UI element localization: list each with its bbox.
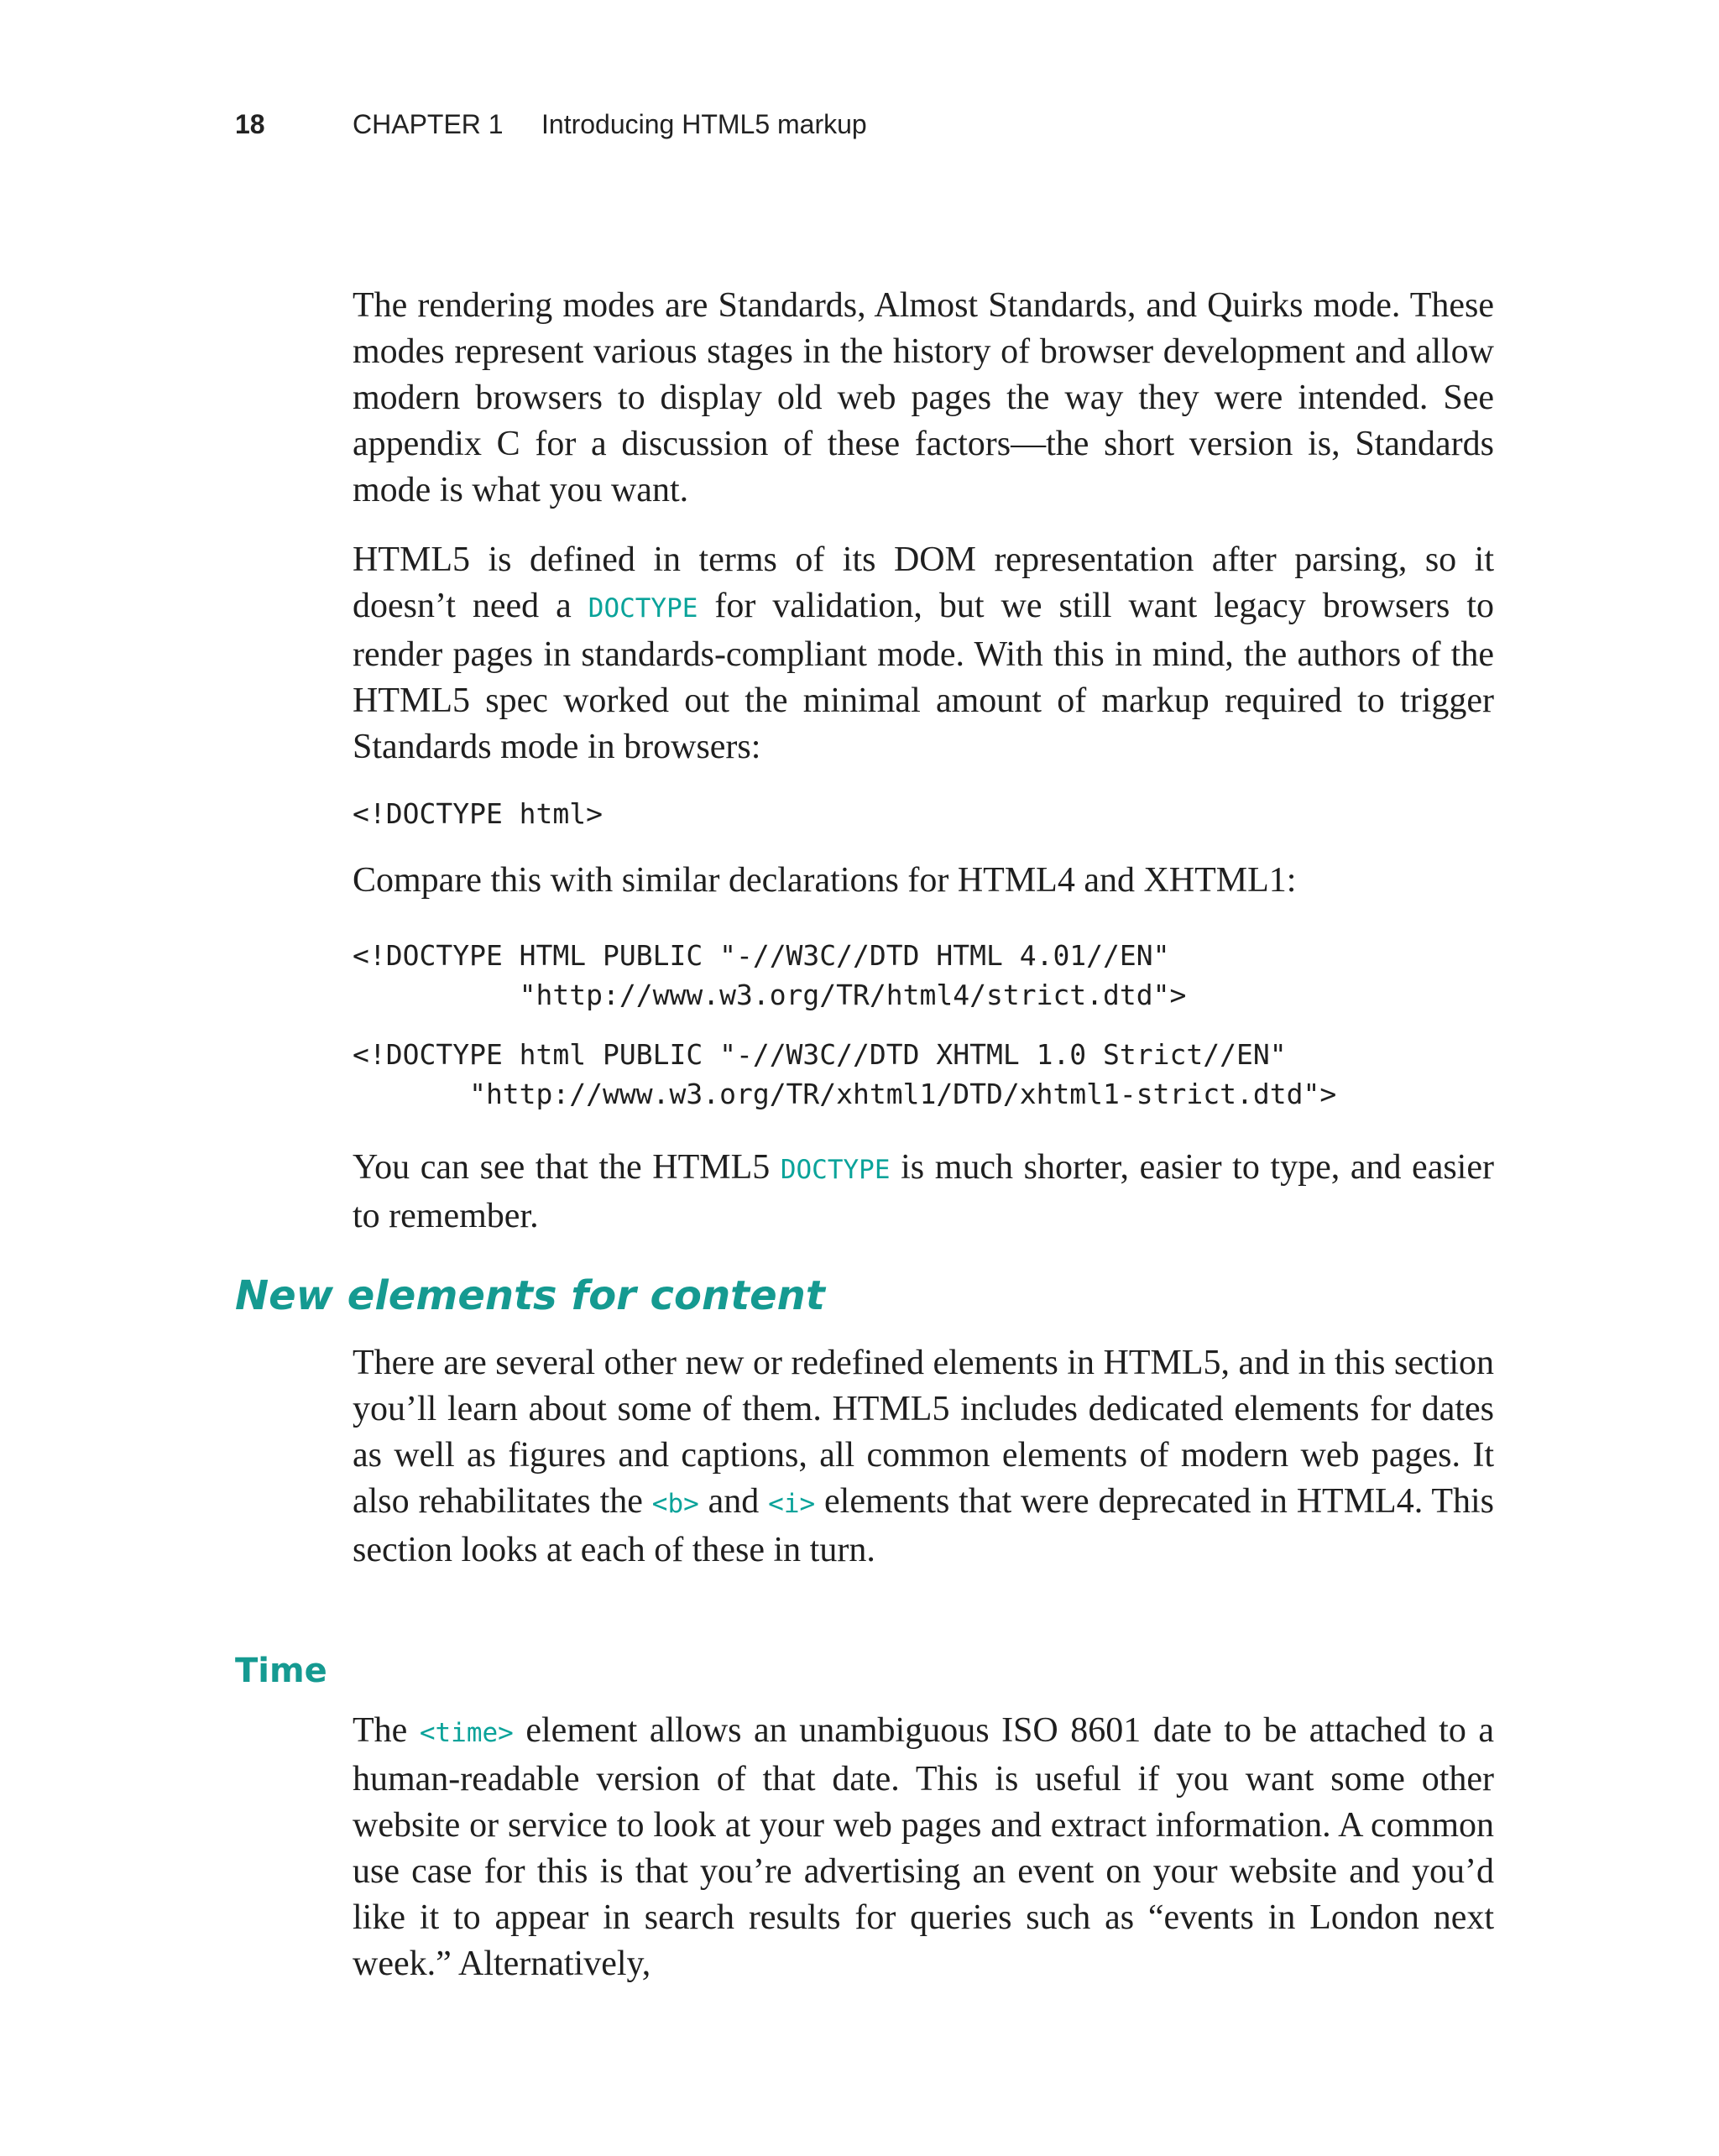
paragraph-doctype-explanation [353,537,1494,770]
inline-code-time: <time> [419,1718,514,1748]
paragraph-text: is much shorter, easier to type, and easier to remember. [353,1148,1494,1235]
page-number: 18 [235,109,265,139]
paragraph-text: elements that were deprecated in HTML4. This section looks at each of these in turn. [353,1482,1494,1569]
code-block-html5-doctype [353,794,1494,833]
paragraph-compare [353,858,1494,904]
paragraph-text: The [353,1711,420,1750]
paragraph-text: element allows an unambiguous ISO 8601 date to be attached to a human-readable version of that date. This is useful if you want some other website or service to look at your web pages and extract information. A common use case for this is that you’re advertising an event on your website and you’d like it to appear in search results for queries such as “events in London next week.” Alternatively, [353,1711,1494,1983]
code-block: <!DOCTYPE html> [353,797,603,830]
paragraph-text: You can see that the HTML5 [353,1148,781,1187]
chapter-title: Introducing HTML5 markup [541,109,867,139]
subsection-heading-time: Time [235,1652,327,1690]
inline-code-b: <b> [651,1489,699,1519]
code-block: <!DOCTYPE HTML PUBLIC "-//W3C//DTD HTML 4.01//EN" "http://www.w3.org/TR/html4/strict.dtd"> [353,939,1187,1011]
paragraph-time-element [353,1708,1494,1987]
paragraph-text: There are several other new or redefined elements in HTML5, and in this section you’ll learn about some of them. HTML5 includes dedicated elements for dates as well as figures and captions, all common elements of modern web pages. It also rehabilitates the [353,1344,1494,1521]
code-block: <!DOCTYPE html PUBLIC "-//W3C//DTD XHTML 1.0 Strict//EN" "http://www.w3.org/TR/xhtml1/DTD/xhtml1-strict.dtd"> [353,1038,1337,1110]
chapter-label: CHAPTER 1 [353,109,504,139]
paragraph-text: Compare this with similar declarations for HTML4 and XHTML1: [353,861,1297,900]
inline-code-i: <i> [768,1489,816,1519]
paragraph-text: for validation, but we still want legacy browsers to render pages in standards-compliant mode. With this in mind, the authors of the HTML5 spec worked out the minimal amount of markup required to trigger Standards mode in browsers: [353,587,1494,766]
paragraph-text: The rendering modes are Standards, Almost Standards, and Quirks mode. These modes represent various stages in the history of browser development and allow modern browsers to display old web pages the way they were intended. See appendix C for a discussion of these factors—the short version is, Standards mode is what you want. [353,286,1494,509]
inline-code-doctype: DOCTYPE [780,1155,891,1185]
paragraph-doctype-shorter [353,1145,1494,1240]
paragraph-text: and [698,1482,769,1521]
section-heading-new-elements: New elements for content [235,1272,825,1319]
code-block-html4-doctype [353,936,1494,1015]
inline-code-doctype: DOCTYPE [588,593,698,624]
code-block-xhtml1-doctype [353,1035,1494,1114]
paragraph-new-elements [353,1340,1494,1574]
paragraph-text: HTML5 is defined in terms of its DOM representation after parsing, so it doesn’t need a [353,540,1494,625]
paragraph-rendering-modes [353,283,1494,514]
